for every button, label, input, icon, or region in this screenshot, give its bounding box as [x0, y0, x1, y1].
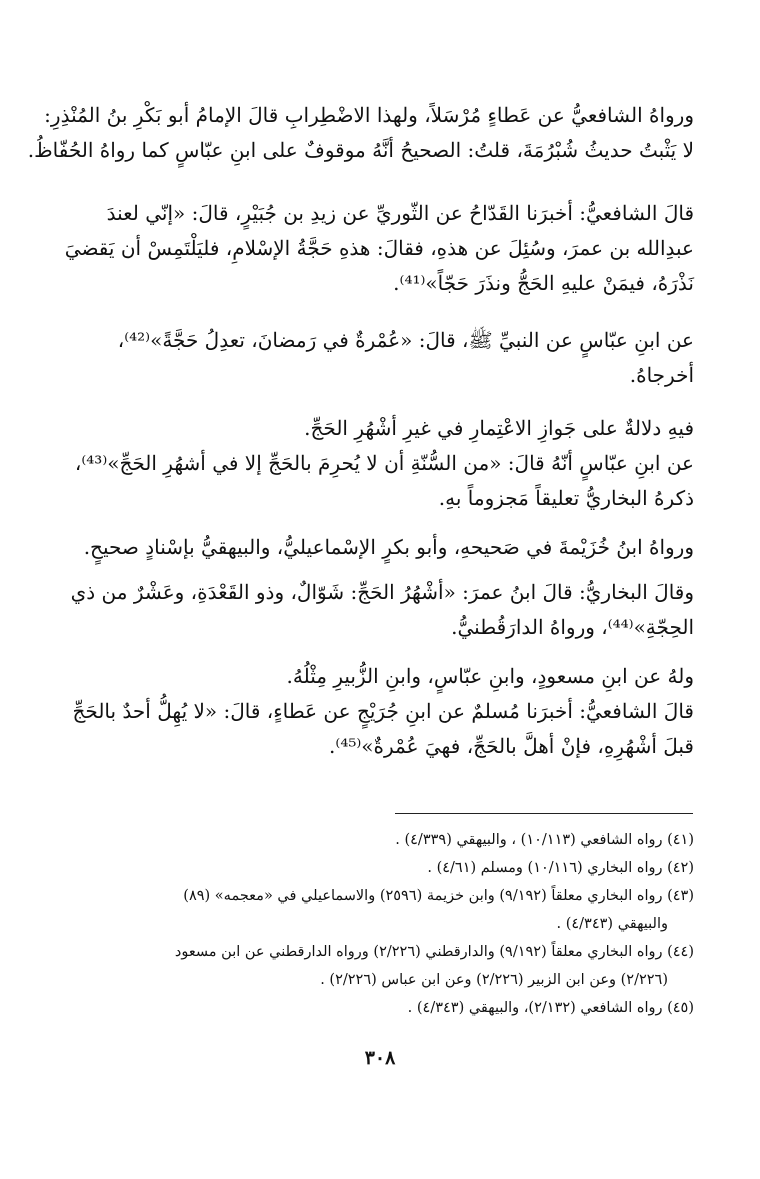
footnote: (٤٢) رواه البخاري (١٠/١١٦) ومسلم (٤/٦١) . — [427, 860, 694, 876]
text-line: وقالَ البخاريُّ: قالَ ابنُ عمرَ: «أشْهُرُ الحَجِّ: شَوّالٌ، وذو القَعْدَةِ، وعَشْرٌ من ذي — [70, 580, 694, 604]
footnote: (٤٥) رواه الشافعي (٢/١٣٢)، والبيهقي (٤/٣٤٣) . — [407, 1000, 694, 1016]
text-line: ورواهُ ابنُ خُزَيْمةَ في صَحيحهِ، وأبو بكرٍ الإسْماعيليُّ، والبيهقيُّ بإسْنادٍ صحيحٍ. — [83, 535, 694, 559]
main-text — [27, 98, 694, 764]
paragraph — [54, 446, 694, 516]
paragraph — [54, 530, 694, 565]
footnote: (٤١) رواه الشافعي (١٠/١١٣) ، والبيهقي (٤/٣٣٩) . — [395, 832, 694, 848]
text-line: ورواهُ الشافعيُّ عن عَطاءٍ مُرْسَلاً، ولهذا الاضْطِرابِ قالَ الإمامُ أبو بَكْرِ بنُ المُنْذِرِ: — [44, 103, 694, 127]
footnotes — [54, 826, 694, 1022]
text-line: فيهِ دلالةٌ على جَوازِ الاعْتِمارِ في غيرِ أشْهُرِ الحَجِّ. — [304, 416, 694, 440]
footnote-continuation: والبيهقي (٤/٣٤٣) . — [556, 916, 668, 932]
text-line: لا يَثْبتُ حديثُ شُبْرُمَةَ، قلتُ: الصحيحُ أنَّهُ موقوفٌ على ابنِ عبّاسٍ كما رواهُ الحُفّاظُ. — [27, 138, 694, 162]
text-line: نَذْرَهُ، فيمَنْ عليهِ الحَجُّ ونذَرَ حَجّاً»⁽⁴¹⁾. — [393, 271, 694, 295]
paragraph — [54, 659, 694, 694]
footnote: (٤٣) رواه البخاري معلقاً (٩/١٩٢) وابن خزيمة (٢٥٩٦) والاسماعيلي في «معجمه» (٨٩) — [183, 888, 694, 904]
paragraph — [54, 411, 694, 446]
paragraph — [54, 694, 694, 764]
paragraph — [54, 196, 694, 301]
page-number: ٣٠٨ — [364, 1047, 396, 1069]
text-line: الحِجّةِ»⁽⁴⁴⁾، ورواهُ الدارَقُطنيُّ. — [451, 615, 694, 639]
text-line: عن ابنِ عبّاسٍ أنّهُ قالَ: «من السُّنّةِ أن لا يُحرِمَ بالحَجِّ إلا في أشهُرِ الحَجِّ»⁽⁴³⁾، — [74, 451, 694, 475]
text-line: ذكرهُ البخاريُّ تعليقاً مَجزوماً بهِ. — [438, 486, 694, 510]
footnote: (٤٤) رواه البخاري معلقاً (٩/١٩٢) والدارقطني (٢/٢٢٦) ورواه الدارقطني عن ابن مسعود — [174, 944, 694, 960]
text-line: قالَ الشافعيُّ: أخبرَنا مُسلمٌ عن ابنِ جُرَيْجٍ عن عَطاءٍ، قالَ: «لا يُهِلُّ أحدٌ بالحَجِّ — [72, 699, 694, 723]
text-line: قالَ الشافعيُّ: أخبرَنا القَدّاحُ عن الثّوريِّ عن زيدِ بن جُبَيْرٍ، قالَ: «إنّي لعندَ — [106, 201, 694, 225]
footnote-continuation: (٢/٢٢٦) وعن ابن الزبير (٢/٢٢٦) وعن ابن عباس (٢/٢٢٦) . — [320, 972, 668, 988]
paragraph — [27, 98, 694, 168]
footnote-divider — [395, 813, 693, 814]
text-line: عن ابنِ عبّاسٍ عن النبيِّ ﷺ، قالَ: «عُمْرةٌ في رَمضانَ، تعدِلُ حَجَّةً»⁽⁴²⁾، — [117, 328, 694, 352]
text-line: ولهُ عن ابنِ مسعودٍ، وابنِ عبّاسٍ، وابنِ الزُّبيرِ مِثْلُهُ. — [286, 664, 694, 688]
text-line: قبلَ أشْهُرِهِ، فإنْ أهلَّ بالحَجِّ، فهيَ عُمْرةٌ»⁽⁴⁵⁾. — [329, 734, 694, 758]
text-line: عبدِالله بن عمرَ، وسُئِلَ عن هذهِ، فقالَ: هذهِ حَجَّةُ الإسْلامِ، فليَلْتَمِسْ أن يَقضيَ — [64, 236, 694, 260]
paragraph — [54, 575, 694, 645]
text-line: أخرجاهُ. — [629, 363, 694, 387]
paragraph — [54, 323, 694, 393]
